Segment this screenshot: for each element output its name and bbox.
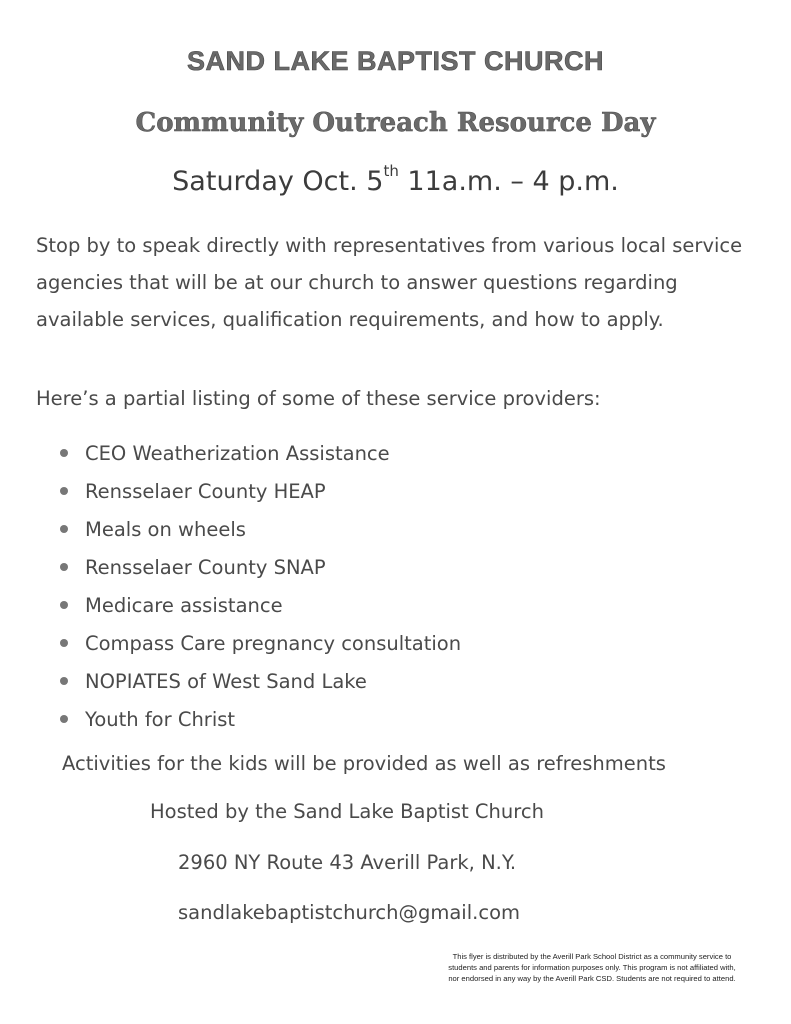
event-date: Saturday Oct. 5 [172, 166, 384, 197]
list-item [60, 700, 461, 738]
provider-name: Medicare assistance [85, 593, 283, 617]
bullet-icon [60, 601, 68, 609]
church-address: 2960 NY Route 43 Averill Park, N.Y. [178, 851, 517, 874]
list-item [60, 434, 461, 472]
bullet-icon [60, 525, 68, 533]
list-item [60, 586, 461, 624]
event-date-time [0, 162, 791, 197]
provider-name: CEO Weatherization Assistance [85, 441, 390, 465]
list-item [60, 510, 461, 548]
event-title: Community Outreach Resource Day [135, 108, 656, 138]
bullet-icon [60, 449, 68, 457]
contact-email: sandlakebaptistchurch@gmail.com [178, 901, 520, 924]
church-name-heading: SAND LAKE BAPTIST CHURCH [187, 46, 604, 76]
bullet-icon [60, 715, 68, 723]
providers-lead-text: Here’s a partial listing of some of these service providers: [36, 387, 601, 410]
district-disclaimer: This flyer is distributed by the Averill Park School District as a community service to students and parents for information purposes only. This program is not affiliated with, nor endorsed in any way by the Averill Park CSD. Students are not required to attend. [448, 952, 736, 983]
list-item [60, 662, 461, 700]
provider-name: Meals on wheels [85, 517, 246, 541]
list-item [60, 624, 461, 662]
provider-name: NOPIATES of West Sand Lake [85, 669, 367, 693]
provider-name: Rensselaer County HEAP [85, 479, 326, 503]
date-ordinal-suffix: th [383, 162, 399, 180]
list-item [60, 548, 461, 586]
provider-name: Rensselaer County SNAP [85, 555, 326, 579]
bullet-icon [60, 639, 68, 647]
intro-paragraph: Stop by to speak directly with representatives from various local service agencies that will be at our church to answer questions regarding available services, qualification requirements, and how to apply. [36, 234, 743, 331]
event-time: 11a.m. – 4 p.m. [398, 166, 619, 197]
service-providers-list [60, 434, 461, 738]
provider-name: Youth for Christ [85, 707, 236, 731]
provider-name: Compass Care pregnancy consultation [85, 631, 462, 655]
bullet-icon [60, 487, 68, 495]
bullet-icon [60, 677, 68, 685]
hosted-by-line: Hosted by the Sand Lake Baptist Church [150, 800, 544, 823]
list-item [60, 472, 461, 510]
activities-note: Activities for the kids will be provided as well as refreshments [62, 752, 666, 775]
bullet-icon [60, 563, 68, 571]
